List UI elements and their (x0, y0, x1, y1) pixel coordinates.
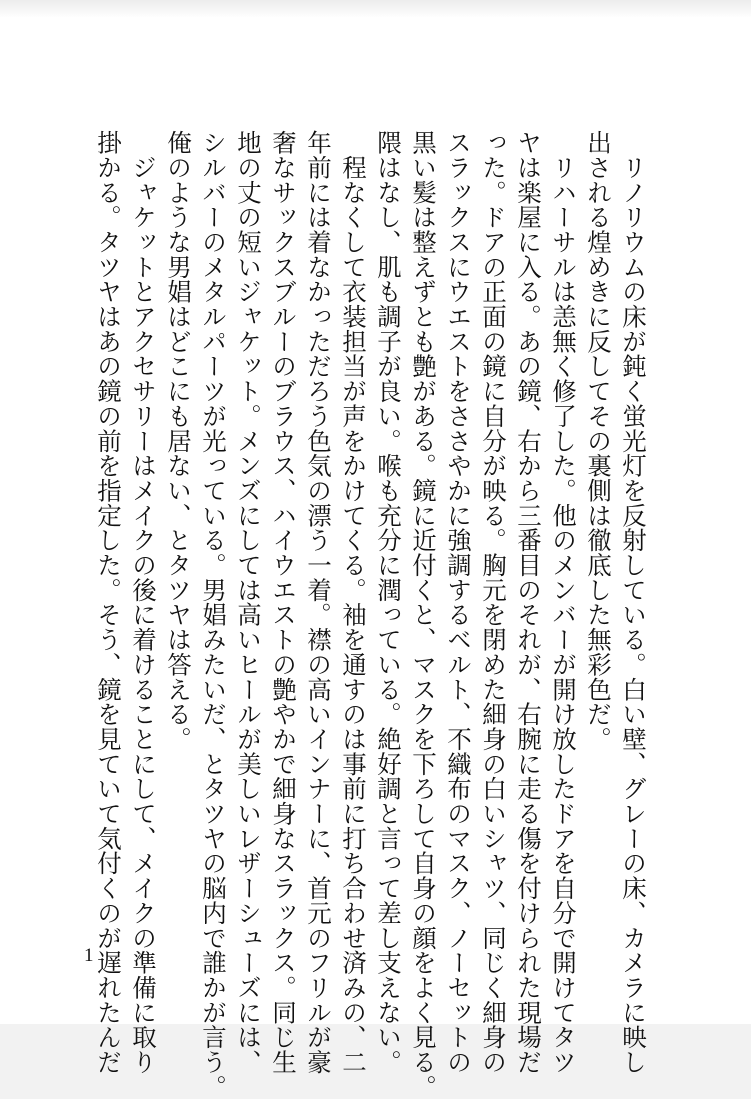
text-column: 隈はなし、肌も調子が良い。喉も充分に潤っている。絶好調と言って差し支えない。 (374, 130, 403, 1075)
text-column: 掛かる。タツヤはあの鏡の前を指定した。そう、鏡を見ていて気付くのが遅れたんだ (94, 130, 123, 1075)
text-column: った。ドアの正面の鏡に自分が映る。胸元を閉めた細身の白いシャツ、同じく細身の (479, 130, 508, 1075)
top-shadow (0, 0, 751, 18)
text-column: 出される煌めきに反してその裏側は徹底した無彩色だ。 (584, 130, 613, 752)
text-column: ジャケットとアクセサリーはメイクの後に着けることにして、メイクの準備に取り (129, 130, 158, 1075)
text-column: ヤは楽屋に入る。あの鏡、右から三番目のそれが、右腕に走る傷を付けられた現場だ (514, 130, 543, 1075)
text-column: シルバーのメタルパーツが光っている。男娼みたいだ、とタツヤの脳内で誰かが言う。 (199, 130, 228, 1099)
text-column: 奢なサックスブルーのブラウス、ハイウエストの艶やかで細身なスラックス。同じ生 (269, 130, 298, 1075)
text-column: リハーサルは恙無く修了した。他のメンバーが開け放したドアを自分で開けてタツ (549, 130, 578, 1075)
text-column: 地の丈の短いジャケット。メンズにしては高いヒールが美しいレザーシューズには、 (234, 130, 263, 1075)
page-number: 1 (84, 945, 94, 966)
text-column: 黒い髪は整えずとも艶がある。鏡に近付くと、マスクを下ろして自身の顔をよく見る。 (409, 130, 438, 1099)
text-column: スラックスにウエストをささやかに強調するベルト、不織布のマスク、ノーセットの (444, 130, 473, 1075)
text-column: 年前には着なかっただろう色気の漂う一着。襟の高いインナーに、首元のフリルが豪 (304, 130, 333, 1075)
body-text (91, 130, 651, 1099)
text-column: 俺のような男娼はどこにも居ない、とタツヤは答える。 (164, 130, 193, 752)
text-column: リノリウムの床が鈍く蛍光灯を反射している。白い壁、グレーの床、カメラに映し (619, 130, 648, 1075)
text-column: 程なくして衣装担当が声をかけてくる。袖を通すのは事前に打ち合わせ済みの、二 (339, 130, 368, 1075)
